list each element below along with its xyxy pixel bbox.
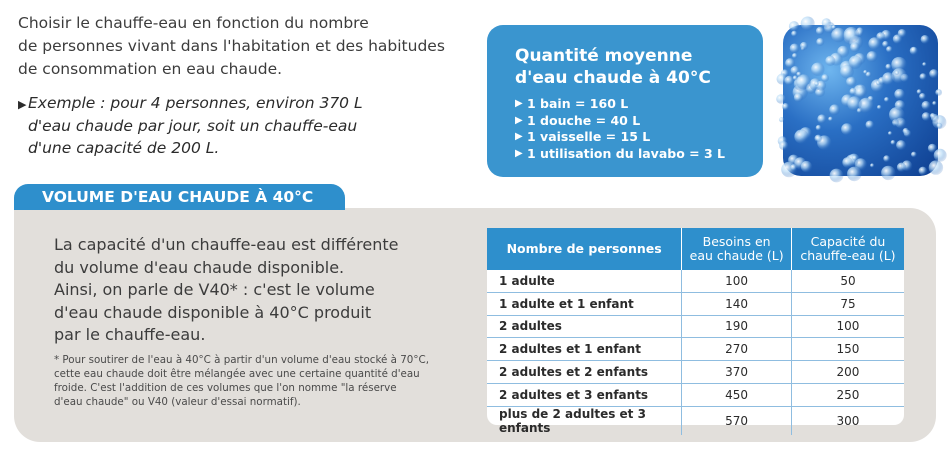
bubble: [863, 70, 867, 74]
cell-capacity: 200: [791, 361, 904, 384]
hot-water-quantity-box: [487, 25, 763, 177]
cell-capacity: 50: [791, 270, 904, 292]
intro-line: de consommation en eau chaude.: [18, 60, 283, 78]
table-header-row: [487, 228, 904, 270]
cell-persons: 2 adultes: [487, 315, 682, 338]
bubble: [895, 100, 905, 110]
cell-needs: 140: [682, 292, 792, 315]
example-line: Exemple : pour 4 personnes, environ 370 L: [28, 94, 363, 112]
cell-needs: 270: [682, 338, 792, 361]
cell-persons: 2 adultes et 1 enfant: [487, 338, 682, 361]
bubble: [883, 155, 890, 162]
example-line: d'eau chaude par jour, soit un chauffe-eau: [28, 116, 358, 135]
bubble: [894, 89, 905, 100]
intro-line: Choisir le chauffe-eau en fonction du nombre: [18, 14, 369, 32]
cell-persons: 2 adultes et 2 enfants: [487, 361, 682, 384]
bubble: [794, 130, 808, 144]
hot-water-quantity-title: [515, 45, 747, 89]
bubble: [917, 89, 922, 94]
bubble: [895, 71, 899, 75]
bubble: [922, 101, 931, 110]
bubble: [779, 117, 784, 122]
cell-needs: 370: [682, 361, 792, 384]
bubble: [877, 105, 882, 110]
header-capacity-line: Capacité du: [810, 234, 886, 249]
cell-needs: 570: [682, 406, 792, 435]
bubble: [937, 123, 943, 129]
cell-capacity: 75: [791, 292, 904, 315]
table-row: [487, 338, 904, 361]
bubble: [867, 51, 878, 62]
bubble: [921, 35, 930, 44]
bubble: [910, 47, 918, 55]
bubble: [935, 89, 942, 96]
body-line: d'eau chaude disponible à 40°C produit: [54, 302, 372, 322]
bubble: [934, 149, 947, 162]
body-line: Ainsi, on parle de V40* : c'est le volume: [54, 280, 375, 299]
bubble: [903, 128, 909, 134]
bubble: [932, 101, 936, 105]
table-row: [487, 292, 904, 315]
table-row: [487, 315, 904, 338]
bubble: [886, 64, 892, 70]
bubble: [898, 29, 907, 38]
bubble: [811, 63, 824, 76]
bubble: [844, 27, 860, 43]
footnote: [54, 353, 464, 409]
footnote-line: d'eau chaude" ou V40 (valeur d'essai normatif).: [54, 396, 301, 408]
cell-needs: 190: [682, 315, 792, 338]
bubble: [870, 163, 874, 167]
intro-paragraph: [18, 12, 478, 81]
bubble: [789, 21, 799, 31]
body-line: La capacité d'un chauffe-eau est différente: [54, 235, 399, 254]
usage-item-label: 1 utilisation du lavabo = 3 L: [527, 145, 725, 161]
bubble: [829, 104, 840, 115]
intro-line: de personnes vivant dans l'habitation et des habitudes: [18, 37, 445, 55]
header-capacity: [791, 228, 904, 270]
cell-persons: 1 adulte: [499, 273, 555, 288]
bubble: [832, 25, 837, 30]
table-row: [487, 270, 904, 292]
usage-item: [515, 129, 747, 146]
triangle-right-icon: ▶: [515, 114, 523, 126]
section-header: [14, 184, 345, 210]
table-row: [487, 383, 904, 406]
cell-capacity: 300: [791, 406, 904, 435]
cell-needs: 100: [682, 270, 792, 292]
bubble: [847, 96, 862, 111]
bubble: [888, 131, 892, 135]
bubble: [800, 42, 808, 50]
bubble: [842, 157, 853, 168]
bubble: [868, 37, 881, 50]
cell-persons: 1 adulte et 1 enfant: [487, 292, 682, 315]
bubble: [816, 38, 824, 46]
example-line: d'une capacité de 200 L.: [28, 139, 220, 157]
bubble: [815, 135, 823, 143]
bubble: [922, 62, 926, 66]
bubble: [920, 73, 927, 80]
header-persons: Nombre de personnes: [487, 228, 682, 270]
footnote-line: cette eau chaude doit être mélangée avec une certaine quantité d'eau: [54, 368, 420, 380]
header-needs-line: eau chaude (L): [689, 248, 784, 263]
bubble: [882, 72, 895, 85]
bubble: [816, 125, 822, 131]
example-note: [18, 92, 458, 160]
bubble: [855, 87, 866, 98]
usage-item: [515, 113, 747, 130]
bubble: [792, 53, 798, 59]
triangle-right-icon: ▶: [18, 98, 27, 111]
header-capacity-line: chauffe-eau (L): [800, 248, 896, 263]
cell-persons: plus de 2 adultes et 3 enfants: [487, 406, 682, 435]
bubble: [884, 97, 889, 102]
bubble: [790, 44, 800, 54]
bubble: [785, 58, 795, 68]
triangle-right-icon: ▶: [515, 131, 523, 142]
bubble: [816, 27, 824, 35]
bubble: [891, 140, 896, 145]
bubble: [929, 69, 938, 78]
bubble: [782, 103, 789, 110]
footnote-line: * Pour soutirer de l'eau à 40°C à partir d'un volume d'eau stocké à 70°C,: [54, 354, 429, 366]
triangle-right-icon: ▶: [515, 147, 523, 159]
cell-persons: 2 adultes et 3 enfants: [487, 383, 682, 406]
bubble: [828, 117, 833, 122]
header-needs-line: Besoins en: [702, 234, 771, 249]
capacity-table-grid: [487, 228, 904, 435]
bubble: [801, 17, 815, 31]
table-row: [487, 361, 904, 384]
bubble: [866, 121, 875, 130]
bubble: [776, 94, 786, 104]
capacity-table: [487, 228, 904, 435]
cell-capacity: 150: [791, 338, 904, 361]
triangle-right-icon: ▶: [515, 98, 523, 109]
bubble: [911, 152, 917, 158]
bubble: [896, 140, 906, 150]
bubble: [793, 76, 798, 81]
bubble: [825, 56, 835, 66]
footnote-line: froide. C'est l'addition de ces volumes que l'on nomme "la réserve: [54, 382, 397, 394]
table-row: [487, 406, 904, 435]
bubble: [841, 123, 853, 135]
bubble: [817, 114, 826, 123]
bubble: [919, 167, 928, 176]
bubble: [815, 82, 819, 86]
usage-list: [515, 96, 747, 162]
body-line: par le chauffe-eau.: [54, 325, 206, 344]
bubble: [794, 93, 803, 102]
section-title: VOLUME D'EAU CHAUDE À 40°C: [42, 188, 314, 206]
usage-item: [515, 96, 747, 113]
bubble: [791, 31, 797, 37]
water-bubbles-image: [783, 25, 938, 176]
bubble: [929, 160, 943, 174]
bubble: [930, 113, 936, 119]
bubbles-graphic: [783, 25, 938, 176]
cell-capacity: 100: [791, 315, 904, 338]
title-line: Quantité moyenne: [515, 46, 693, 66]
section-body: [54, 234, 454, 347]
bubble: [801, 161, 812, 172]
bubble: [881, 166, 895, 180]
bubble: [847, 167, 862, 182]
bubble: [821, 74, 829, 82]
cell-needs: 450: [682, 383, 792, 406]
bubble: [897, 163, 906, 172]
bubble: [886, 46, 892, 52]
usage-item-label: 1 douche = 40 L: [527, 112, 641, 128]
usage-item-label: 1 bain = 160 L: [527, 96, 629, 111]
bubble: [796, 72, 801, 77]
body-line: du volume d'eau chaude disponible.: [54, 257, 345, 277]
bubble: [849, 56, 862, 69]
bubble: [922, 112, 931, 121]
bubble: [822, 18, 831, 27]
bubble: [830, 169, 844, 183]
bubbles-group: [776, 17, 947, 183]
cell-capacity: 250: [791, 383, 904, 406]
header-needs: [682, 228, 792, 270]
usage-item: [515, 146, 747, 163]
usage-item-label: 1 vaisselle = 15 L: [527, 129, 651, 144]
bubble: [779, 141, 788, 150]
bubble: [785, 76, 795, 86]
bubble: [852, 155, 857, 160]
bubble: [850, 43, 860, 53]
title-line: d'eau chaude à 40°C: [515, 68, 711, 88]
